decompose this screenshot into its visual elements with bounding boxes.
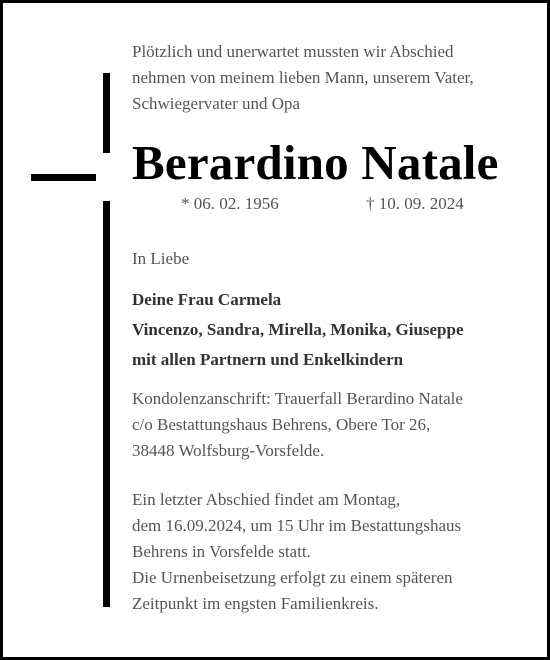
family-line: mit allen Partnern und Enkelkindern bbox=[132, 350, 404, 369]
address-line: c/o Bestattungshaus Behrens, Obere Tor 26, bbox=[132, 415, 431, 434]
address-line: Kondolenzanschrift: Trauerfall Berardino Natale bbox=[132, 389, 463, 408]
farewell-line: Ein letzter Abschied findet am Montag, bbox=[132, 490, 401, 509]
cross-vertical-top bbox=[103, 73, 110, 153]
cross-horizontal-arm bbox=[31, 174, 96, 181]
death-date: † 10. 09. 2024 bbox=[366, 194, 464, 213]
farewell-info bbox=[132, 487, 461, 617]
intro-text bbox=[132, 39, 474, 117]
deceased-name: Berardino Natale bbox=[132, 135, 499, 190]
condolence-address bbox=[132, 386, 463, 464]
farewell-line: dem 16.09.2024, um 15 Uhr im Bestattungshaus bbox=[132, 516, 462, 535]
in-love-text bbox=[132, 246, 189, 272]
family-line: Deine Frau Carmela bbox=[132, 290, 282, 309]
family-signature bbox=[132, 285, 464, 375]
birth-date: * 06. 02. 1956 bbox=[181, 194, 279, 213]
family-line: Vincenzo, Sandra, Mirella, Monika, Giuseppe bbox=[132, 320, 464, 339]
cross-vertical-bottom bbox=[103, 201, 110, 607]
farewell-line: Behrens in Vorsfelde statt. bbox=[132, 542, 311, 561]
address-line: 38448 Wolfsburg-Vorsfelde. bbox=[132, 441, 325, 460]
intro-line: Plötzlich und unerwartet mussten wir Abschied bbox=[132, 42, 454, 61]
in-love-line: In Liebe bbox=[132, 249, 190, 268]
farewell-line: Zeitpunkt im engsten Familienkreis. bbox=[132, 594, 379, 613]
intro-line: nehmen von meinem lieben Mann, unserem Vater, bbox=[132, 68, 474, 87]
farewell-line: Die Urnenbeisetzung erfolgt zu einem späteren bbox=[132, 568, 453, 587]
intro-line: Schwiegervater und Opa bbox=[132, 94, 301, 113]
